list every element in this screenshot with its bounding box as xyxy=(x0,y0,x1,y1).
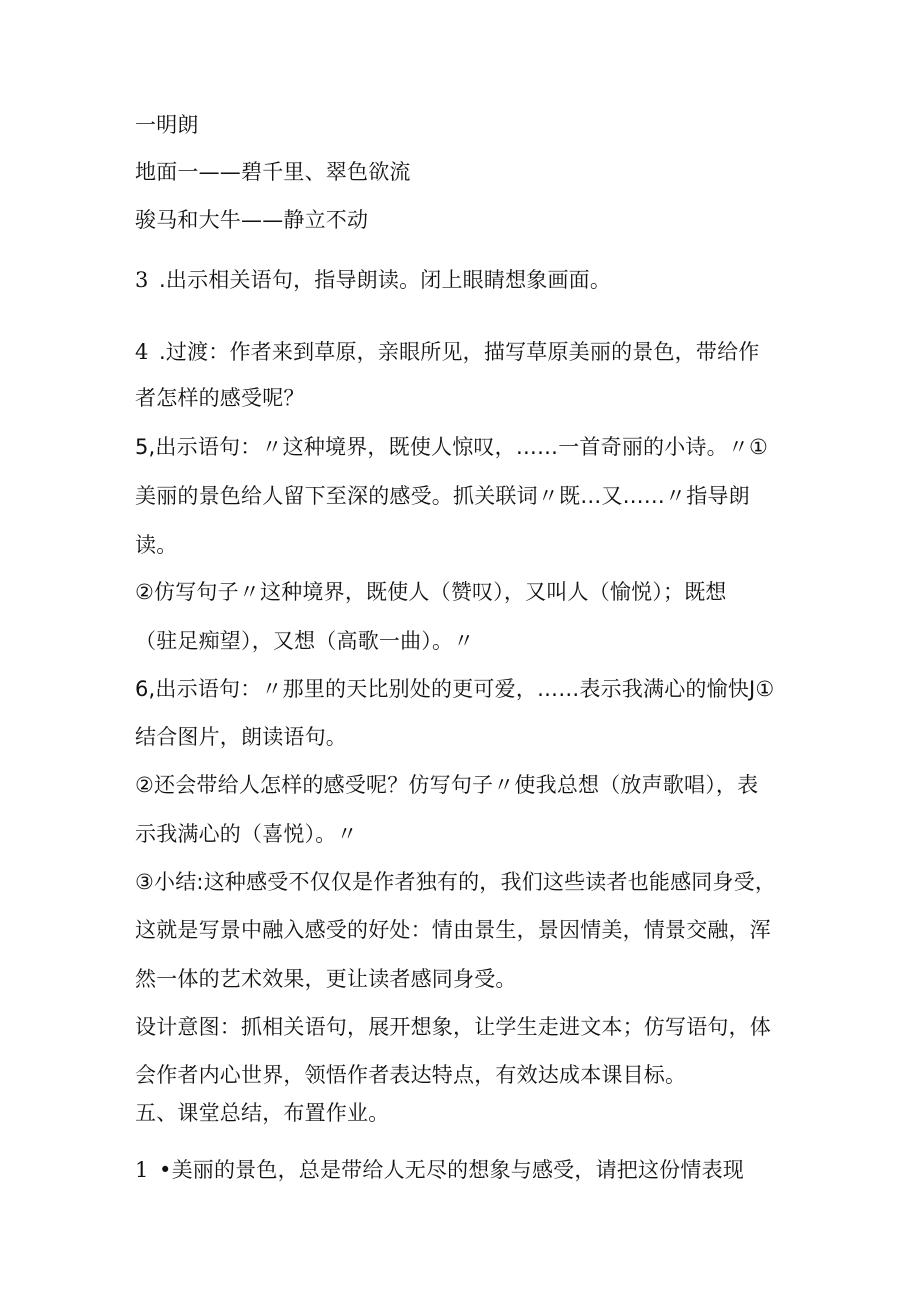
text-line: 美丽的景色给人留下至深的感受。抓关联词〃既…又……〃指导朗 xyxy=(135,484,750,508)
text-line: 这就是写景中融入感受的好处：情由景生，景因情美，情景交融，浑 xyxy=(135,918,771,942)
text-line: ②还会带给人怎样的感受呢？仿写句子〃使我总想（放声歌唱），表 xyxy=(135,773,759,797)
text-line: ③小结:这种感受不仅仅是作者独有的，我们这些读者也能感同身受， xyxy=(135,870,777,894)
text-line: ②仿写句子〃这种境界，既使人（赞叹），又叫人（愉悦）；既想 xyxy=(135,580,727,604)
text-line: 示我满心的（喜悦）。〃 xyxy=(135,822,358,846)
text-line: 者怎样的感受呢？ xyxy=(135,386,305,410)
text-line: 然一体的艺术效果，更让读者感同身受。 xyxy=(135,967,517,991)
item-text: .出示相关语句，指导朗读。闭上眼睛想象画面。 xyxy=(159,268,612,292)
text-line: 读。 xyxy=(135,533,178,557)
item-number: 4 xyxy=(135,340,149,364)
design-intent-line: 设计意图：抓相关语句，展开想象，让学生走进文本；仿写语句，体 xyxy=(135,1015,771,1039)
text-line: 会作者内心世界，领悟作者表达特点，有效达成本课目标。 xyxy=(135,1063,687,1087)
text-line: 结合图片，朗读语句。 xyxy=(135,725,347,749)
item-text: •美丽的景色，总是带给人无尽的想象与感受，请把这份情表现 xyxy=(159,1158,744,1182)
list-item-4 xyxy=(135,337,759,367)
text-line: 一明朗 xyxy=(135,113,199,137)
list-item-5: 5,出示语句：〃这种境界，既使人惊叹，……一首奇丽的小诗。〃① xyxy=(135,435,769,459)
text-line: 骏马和大牛——静立不动 xyxy=(135,208,369,232)
text-line: 地面一——碧千里、翠色欲流 xyxy=(135,160,411,184)
text-line: （驻足痴望），又想（高歌一曲）。〃 xyxy=(135,629,475,653)
list-item-6: 6,出示语句：〃那里的天比别处的更可爱，……表示我满心的愉快J① xyxy=(135,677,775,701)
item-number: 1 xyxy=(135,1158,149,1182)
list-item-3 xyxy=(135,265,611,295)
section-heading: 五、课堂总结，布置作业。 xyxy=(135,1101,390,1125)
list-item-1 xyxy=(135,1155,744,1185)
item-text: .过渡：作者来到草原，亲眼所见，描写草原美丽的景色，带给作 xyxy=(159,340,760,364)
item-number: 3 xyxy=(135,268,149,292)
